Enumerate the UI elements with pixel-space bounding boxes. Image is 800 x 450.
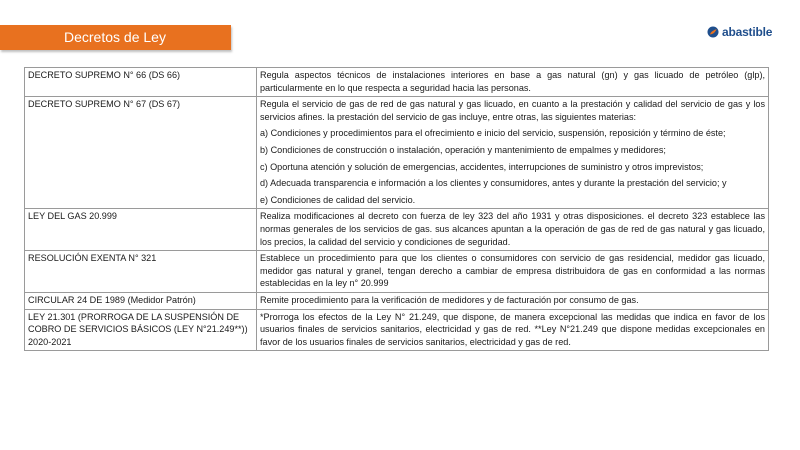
law-description-cell	[257, 68, 769, 97]
description-paragraph: Establece un procedimiento para que los clientes o consumidores con servicio de gas residencial, medidor gas licuado, medidor gas natural y granel, tengan derecho a cambiar de empresa distribuidora de gas en conformidad a las normas establecidas en la ley n° 20.999	[260, 253, 765, 289]
description-paragraph: *Prorroga los efectos de la Ley N° 21.249, que dispone, de manera excepcional las medidas que indica en favor de los usuarios finales de servicios sanitarios, electricidad y gas de red. **Ley N°21.249 que dispone medidas excepcionales en favor de los usuarios finales de servicios sanitarios, electricidad y gas de red.	[260, 311, 765, 347]
table-row	[25, 309, 769, 351]
brand-logo	[707, 23, 772, 41]
table-row	[25, 251, 769, 293]
description-paragraph: Regula el servicio de gas de red de gas natural y gas licuado, en cuanto a la prestación y calidad del servicio de gas y los servicios afines. la prestación del servicio de gas incluye, entre otras, las siguientes materias:	[260, 99, 765, 122]
description-paragraph: c) Oportuna atención y solución de emergencias, accidentes, interrupciones de suministro y otros imprevistos;	[260, 161, 704, 172]
abastible-flame-logo-icon	[707, 26, 719, 38]
law-name-cell: LEY DEL GAS 20.999	[25, 209, 257, 251]
law-description-cell	[257, 251, 769, 293]
table-row	[25, 68, 769, 97]
description-paragraph: a) Condiciones y procedimientos para el ofrecimiento e inicio del servicio, suspensión, reposición y término de éste;	[260, 128, 726, 139]
law-description-cell	[257, 97, 769, 209]
description-paragraph: Realiza modificaciones al decreto con fuerza de ley 323 del año 1931 y otras disposiciones. el decreto 323 establece las normas generales de los servicios de gas. sus alcances apuntan a la operación de gas de red de gas natural y gas licuado, los precios, la calidad del servicio y condiciones de seguridad.	[260, 211, 765, 247]
law-description-cell	[257, 309, 769, 351]
description-paragraph: d) Adecuada transparencia e información a los clientes y consumidores, antes y durante la prestación del servicio; y	[260, 178, 727, 189]
table-row	[25, 97, 769, 209]
law-description-cell	[257, 209, 769, 251]
description-paragraph: b) Condiciones de construcción o instalación, operación y mantenimiento de empalmes y medidores;	[260, 144, 666, 155]
description-paragraph: Regula aspectos técnicos de instalaciones interiores en base a gas natural (gn) y gas licuado de petróleo (glp), particularmente en lo que respecta a seguridad hacia las personas.	[260, 70, 765, 93]
law-name-cell: CIRCULAR 24 DE 1989 (Medidor Patrón)	[25, 292, 257, 309]
description-paragraph: Remite procedimiento para la verificación de medidores y de facturación por consumo de gas.	[260, 294, 639, 305]
law-name-cell: RESOLUCIÓN EXENTA N° 321	[25, 251, 257, 293]
table-row	[25, 292, 769, 309]
law-name-cell: DECRETO SUPREMO N° 66 (DS 66)	[25, 68, 257, 97]
law-description-cell	[257, 292, 769, 309]
table-row	[25, 209, 769, 251]
law-name-cell: DECRETO SUPREMO N° 67 (DS 67)	[25, 97, 257, 209]
logo-text: abastible	[722, 25, 773, 39]
description-paragraph: e) Condiciones de calidad del servicio.	[260, 194, 416, 205]
page-title: Decretos de Ley	[0, 25, 231, 50]
decrees-table	[24, 67, 769, 351]
law-name-cell: LEY 21.301 (PRORROGA DE LA SUSPENSIÓN DE COBRO DE SERVICIOS BÁSICOS (LEY N°21.249**)) 2020-2021	[25, 309, 257, 351]
